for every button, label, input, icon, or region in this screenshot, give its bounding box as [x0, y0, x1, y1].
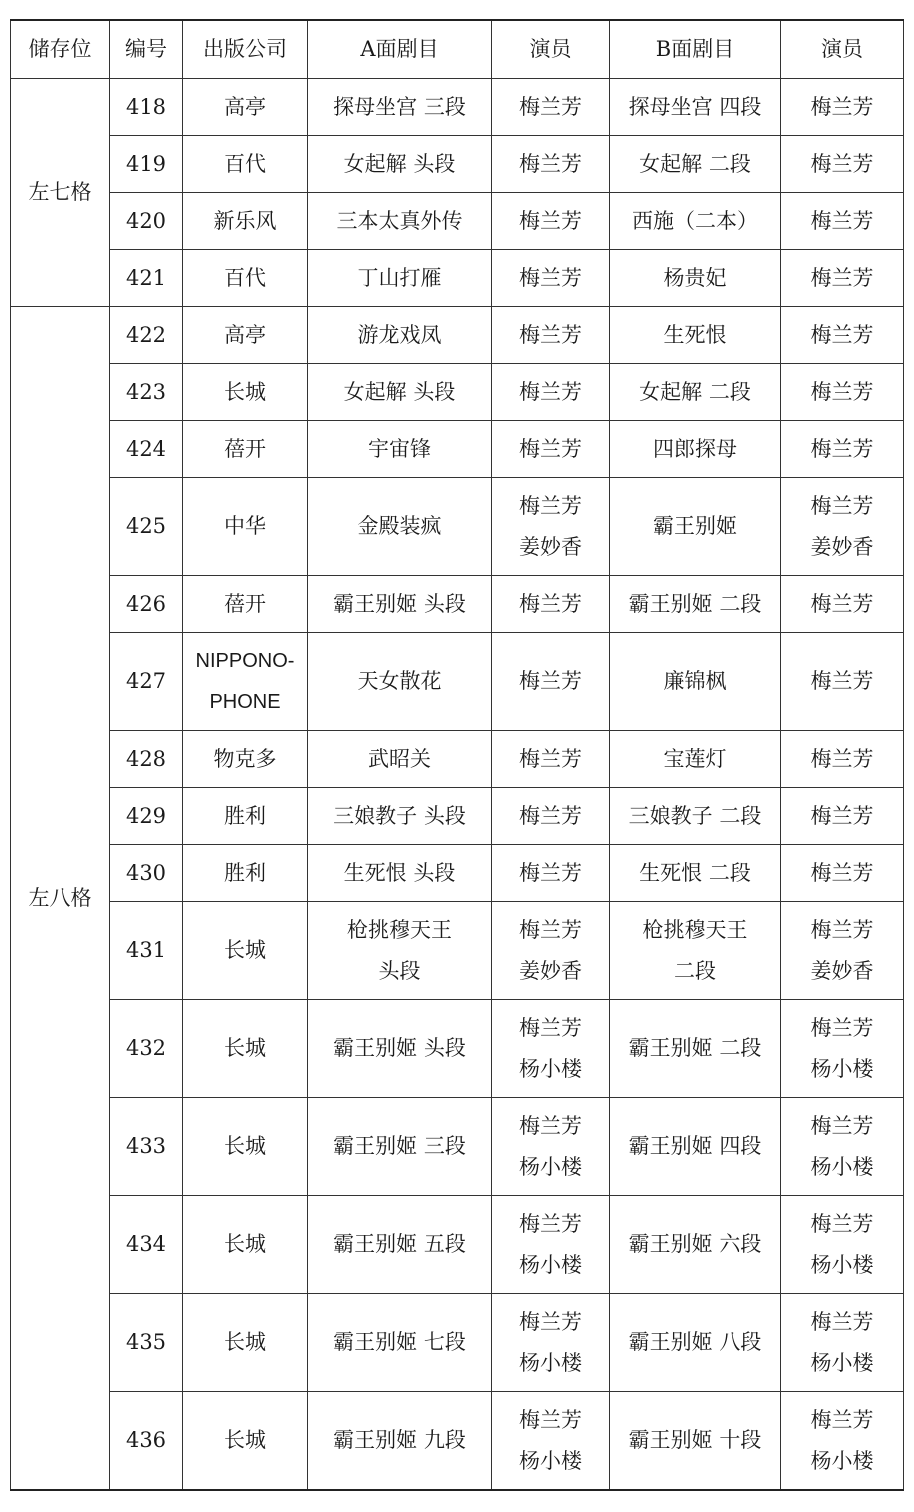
b-side-actor-cell	[781, 1294, 904, 1392]
b-side-actor-cell	[781, 845, 904, 902]
b-side-title-cell-line: 四郎探母	[653, 436, 737, 461]
a-side-title-cell-line: 女起解 头段	[343, 379, 456, 404]
a-side-title-cell	[308, 79, 492, 136]
b-side-actor-cell	[781, 193, 904, 250]
b-side-actor-cell-line: 杨小楼	[810, 1448, 874, 1473]
a-side-title-cell-line: 游龙戏凤	[357, 322, 442, 347]
publisher-cell-line: 新乐风	[213, 208, 277, 233]
a-side-actor-cell-line: 梅兰芳	[519, 1309, 582, 1334]
b-side-actor-cell-line: 梅兰芳	[810, 1407, 874, 1432]
b-side-actor-cell	[781, 136, 904, 193]
b-side-actor-cell	[781, 307, 904, 364]
a-side-title-cell-line: 霸王别姬 头段	[333, 1036, 466, 1060]
publisher-cell-line: NIPPONO-	[195, 649, 295, 672]
table-row	[11, 788, 904, 845]
b-side-title-cell-line: 霸王别姬 四段	[628, 1134, 762, 1158]
publisher-cell	[183, 731, 308, 788]
a-side-actor-cell	[492, 79, 610, 136]
a-side-actor-cell	[492, 1392, 610, 1491]
b-side-title-cell-line: 三娘教子 二段	[628, 803, 762, 828]
b-side-actor-cell-line: 梅兰芳	[810, 1309, 874, 1334]
b-side-actor-cell-line: 杨小楼	[810, 1252, 874, 1277]
record-catalog-table	[10, 19, 904, 1491]
b-side-actor-cell	[781, 478, 904, 576]
record-number-cell: 426	[110, 576, 183, 633]
b-side-title-cell	[610, 845, 781, 902]
table-row	[11, 478, 904, 576]
b-side-actor-cell	[781, 250, 904, 307]
b-side-actor-cell-line: 梅兰芳	[810, 917, 874, 942]
b-side-actor-cell	[781, 1392, 904, 1491]
a-side-title-cell-line: 霸王别姬 九段	[333, 1428, 466, 1452]
b-side-title-cell-line: 杨贵妃	[663, 265, 727, 290]
a-side-title-cell	[308, 1196, 492, 1294]
header-publisher: 出版公司	[183, 20, 308, 79]
b-side-title-cell	[610, 731, 781, 788]
publisher-cell	[183, 250, 308, 307]
a-side-actor-cell-line: 梅兰芳	[519, 436, 582, 461]
a-side-actor-cell	[492, 421, 610, 478]
record-number-cell: 419	[110, 136, 183, 193]
publisher-cell	[183, 845, 308, 902]
a-side-title-cell-line: 头段	[378, 958, 421, 983]
publisher-cell-line: 高亭	[224, 322, 266, 347]
a-side-title-cell-line: 女起解 头段	[343, 151, 456, 176]
a-side-actor-cell	[492, 1098, 610, 1196]
table-row	[11, 576, 904, 633]
b-side-title-cell-line: 生死恨	[663, 322, 727, 347]
table-row	[11, 845, 904, 902]
a-side-title-cell-line: 探母坐宫 三段	[333, 94, 466, 119]
a-side-actor-cell-line: 杨小楼	[519, 1350, 582, 1375]
a-side-actor-cell-line: 梅兰芳	[519, 208, 582, 233]
a-side-title-cell-line: 武昭关	[368, 746, 431, 771]
b-side-actor-cell	[781, 902, 904, 1000]
publisher-cell	[183, 1000, 308, 1098]
b-side-actor-cell-line: 梅兰芳	[810, 669, 874, 693]
b-side-title-cell-line: 女起解 二段	[639, 151, 751, 176]
a-side-title-cell	[308, 902, 492, 1000]
table-row	[11, 364, 904, 421]
record-number-cell: 423	[110, 364, 183, 421]
a-side-actor-cell-line: 姜妙香	[519, 958, 582, 983]
b-side-title-cell	[610, 193, 781, 250]
b-side-actor-cell-line: 梅兰芳	[810, 591, 874, 616]
b-side-title-cell	[610, 1196, 781, 1294]
publisher-cell-line: 长城	[224, 1428, 266, 1452]
a-side-actor-cell-line: 梅兰芳	[519, 265, 582, 290]
b-side-actor-cell-line: 梅兰芳	[810, 151, 874, 176]
b-side-title-cell	[610, 1294, 781, 1392]
record-number-cell: 420	[110, 193, 183, 250]
b-side-title-cell-line: 霸王别姬 八段	[628, 1330, 762, 1354]
publisher-cell	[183, 136, 308, 193]
a-side-actor-cell-line: 梅兰芳	[519, 1407, 582, 1432]
storage-location-cell: 左七格	[11, 79, 110, 307]
publisher-cell-line: 长城	[224, 379, 266, 404]
b-side-actor-cell-line: 梅兰芳	[810, 1211, 874, 1236]
a-side-actor-cell	[492, 307, 610, 364]
a-side-actor-cell	[492, 1000, 610, 1098]
header-b-side-actor: 演员	[781, 20, 904, 79]
a-side-title-cell-line: 霸王别姬 五段	[333, 1232, 466, 1256]
a-side-title-cell-line: 三娘教子 头段	[333, 803, 466, 828]
a-side-actor-cell-line: 姜妙香	[519, 534, 582, 559]
header-number: 编号	[110, 20, 183, 79]
table-row	[11, 250, 904, 307]
header-row	[11, 20, 904, 79]
a-side-actor-cell	[492, 845, 610, 902]
b-side-actor-cell-line: 梅兰芳	[810, 493, 874, 518]
a-side-title-cell-line: 枪挑穆天王	[347, 917, 452, 942]
header-a-side-title: A面剧目	[308, 20, 492, 79]
b-side-actor-cell-line: 梅兰芳	[810, 208, 874, 233]
a-side-title-cell	[308, 731, 492, 788]
a-side-actor-cell	[492, 478, 610, 576]
publisher-cell-line: 蓓开	[224, 591, 266, 616]
a-side-actor-cell-line: 梅兰芳	[519, 1015, 582, 1040]
table-row	[11, 193, 904, 250]
a-side-title-cell	[308, 788, 492, 845]
b-side-actor-cell-line: 梅兰芳	[810, 1015, 874, 1040]
table-header	[11, 20, 904, 79]
b-side-actor-cell-line: 杨小楼	[810, 1154, 874, 1179]
b-side-title-cell	[610, 576, 781, 633]
a-side-actor-cell-line: 杨小楼	[519, 1056, 582, 1081]
a-side-actor-cell	[492, 364, 610, 421]
a-side-title-cell-line: 三本太真外传	[336, 208, 463, 233]
a-side-title-cell	[308, 364, 492, 421]
a-side-title-cell	[308, 845, 492, 902]
header-a-side-actor: 演员	[492, 20, 610, 79]
record-number-cell: 433	[110, 1098, 183, 1196]
publisher-cell-line: 蓓开	[224, 436, 266, 461]
a-side-actor-cell-line: 杨小楼	[519, 1252, 582, 1277]
b-side-title-cell-line: 二段	[674, 958, 716, 983]
b-side-title-cell-line: 霸王别姬 二段	[628, 591, 762, 616]
a-side-actor-cell-line: 梅兰芳	[519, 860, 582, 885]
a-side-title-cell-line: 天女散花	[357, 669, 442, 693]
publisher-cell-line: 高亭	[224, 94, 266, 119]
b-side-actor-cell	[781, 421, 904, 478]
b-side-actor-cell	[781, 364, 904, 421]
publisher-cell	[183, 1196, 308, 1294]
b-side-actor-cell-line: 梅兰芳	[810, 860, 874, 885]
b-side-actor-cell-line: 梅兰芳	[810, 746, 874, 771]
table-row	[11, 731, 904, 788]
publisher-cell-line: 百代	[224, 265, 266, 290]
a-side-actor-cell	[492, 250, 610, 307]
record-number-cell: 427	[110, 633, 183, 731]
table-body	[11, 79, 904, 1491]
record-number-cell: 425	[110, 478, 183, 576]
b-side-title-cell	[610, 364, 781, 421]
b-side-title-cell-line: 女起解 二段	[639, 379, 751, 404]
b-side-actor-cell	[781, 731, 904, 788]
a-side-actor-cell-line: 梅兰芳	[519, 322, 582, 347]
a-side-actor-cell-line: 梅兰芳	[519, 746, 582, 771]
a-side-actor-cell	[492, 788, 610, 845]
publisher-cell	[183, 307, 308, 364]
record-number-cell: 424	[110, 421, 183, 478]
a-side-actor-cell-line: 杨小楼	[519, 1154, 582, 1179]
a-side-actor-cell-line: 梅兰芳	[519, 1211, 582, 1236]
b-side-title-cell-line: 枪挑穆天王	[642, 917, 748, 942]
table-row	[11, 633, 904, 731]
a-side-actor-cell-line: 梅兰芳	[519, 1113, 582, 1138]
b-side-title-cell-line: 宝莲灯	[663, 746, 727, 771]
publisher-cell	[183, 1098, 308, 1196]
publisher-cell-line: 长城	[224, 1134, 266, 1158]
a-side-actor-cell-line: 梅兰芳	[519, 591, 582, 616]
a-side-title-cell	[308, 136, 492, 193]
a-side-title-cell-line: 霸王别姬 头段	[333, 591, 466, 616]
table-row	[11, 79, 904, 136]
table-row	[11, 307, 904, 364]
record-number-cell: 432	[110, 1000, 183, 1098]
a-side-actor-cell	[492, 731, 610, 788]
b-side-title-cell	[610, 307, 781, 364]
b-side-actor-cell-line: 梅兰芳	[810, 379, 874, 404]
publisher-cell-line: 胜利	[224, 860, 266, 885]
publisher-cell-line: 物克多	[213, 746, 277, 771]
a-side-actor-cell	[492, 633, 610, 731]
a-side-title-cell	[308, 1000, 492, 1098]
b-side-actor-cell	[781, 79, 904, 136]
a-side-actor-cell	[492, 902, 610, 1000]
b-side-title-cell-line: 霸王别姬	[653, 514, 737, 538]
publisher-cell	[183, 364, 308, 421]
a-side-title-cell	[308, 193, 492, 250]
record-number-cell: 431	[110, 902, 183, 1000]
publisher-cell	[183, 193, 308, 250]
header-location: 储存位	[11, 20, 110, 79]
b-side-actor-cell	[781, 788, 904, 845]
a-side-actor-cell	[492, 136, 610, 193]
record-number-cell: 436	[110, 1392, 183, 1491]
record-number-cell: 428	[110, 731, 183, 788]
a-side-actor-cell	[492, 1294, 610, 1392]
b-side-title-cell-line: 廉锦枫	[663, 669, 727, 693]
a-side-title-cell-line: 生死恨 头段	[343, 860, 456, 885]
b-side-title-cell	[610, 1098, 781, 1196]
publisher-cell	[183, 1294, 308, 1392]
b-side-actor-cell	[781, 1196, 904, 1294]
b-side-actor-cell	[781, 1000, 904, 1098]
b-side-title-cell-line: 生死恨 二段	[639, 860, 751, 885]
a-side-actor-cell-line: 梅兰芳	[519, 803, 582, 828]
publisher-cell-line: 中华	[224, 514, 266, 538]
a-side-actor-cell-line: 梅兰芳	[519, 669, 582, 693]
publisher-cell-line: PHONE	[209, 690, 281, 713]
record-catalog-sheet	[10, 19, 903, 1491]
publisher-cell-line: 长城	[224, 1330, 266, 1354]
table-row	[11, 421, 904, 478]
a-side-actor-cell-line: 梅兰芳	[519, 379, 582, 404]
table-row	[11, 1294, 904, 1392]
record-number-cell: 435	[110, 1294, 183, 1392]
b-side-actor-cell-line: 梅兰芳	[810, 265, 874, 290]
b-side-actor-cell-line: 梅兰芳	[810, 322, 874, 347]
publisher-cell	[183, 902, 308, 1000]
header-b-side-title: B面剧目	[610, 20, 781, 79]
a-side-actor-cell	[492, 1196, 610, 1294]
b-side-title-cell	[610, 250, 781, 307]
a-side-actor-cell	[492, 193, 610, 250]
table-row	[11, 902, 904, 1000]
a-side-title-cell	[308, 421, 492, 478]
table-row	[11, 1196, 904, 1294]
b-side-title-cell	[610, 902, 781, 1000]
b-side-title-cell	[610, 1392, 781, 1491]
publisher-cell	[183, 1392, 308, 1491]
b-side-actor-cell-line: 杨小楼	[810, 1350, 874, 1375]
publisher-cell-line: 长城	[224, 938, 266, 962]
b-side-title-cell-line: 霸王别姬 二段	[628, 1036, 762, 1060]
b-side-title-cell	[610, 633, 781, 731]
b-side-actor-cell-line: 梅兰芳	[810, 94, 874, 119]
publisher-cell-line: 胜利	[224, 803, 266, 828]
a-side-title-cell	[308, 1098, 492, 1196]
b-side-actor-cell-line: 梅兰芳	[810, 1113, 874, 1138]
b-side-title-cell	[610, 788, 781, 845]
a-side-actor-cell-line: 梅兰芳	[519, 917, 582, 942]
a-side-actor-cell-line: 梅兰芳	[519, 151, 582, 176]
b-side-title-cell	[610, 136, 781, 193]
b-side-title-cell-line: 探母坐宫 四段	[628, 94, 762, 119]
publisher-cell-line: 长城	[224, 1036, 266, 1060]
record-number-cell: 429	[110, 788, 183, 845]
a-side-actor-cell-line: 梅兰芳	[519, 493, 582, 518]
storage-location-cell: 左八格	[11, 307, 110, 1491]
a-side-actor-cell-line: 杨小楼	[519, 1448, 582, 1473]
a-side-title-cell	[308, 307, 492, 364]
a-side-title-cell-line: 金殿装疯	[357, 514, 442, 538]
a-side-title-cell-line: 霸王别姬 三段	[333, 1134, 466, 1158]
table-row	[11, 136, 904, 193]
b-side-title-cell	[610, 421, 781, 478]
b-side-title-cell	[610, 478, 781, 576]
a-side-title-cell	[308, 576, 492, 633]
a-side-title-cell-line: 丁山打雁	[357, 265, 442, 290]
a-side-actor-cell-line: 梅兰芳	[519, 94, 582, 119]
a-side-title-cell	[308, 1294, 492, 1392]
table-row	[11, 1000, 904, 1098]
publisher-cell	[183, 576, 308, 633]
b-side-title-cell-line: 西施（二本）	[632, 208, 758, 233]
b-side-actor-cell-line: 姜妙香	[810, 534, 874, 559]
record-number-cell: 422	[110, 307, 183, 364]
a-side-actor-cell	[492, 576, 610, 633]
a-side-title-cell	[308, 633, 492, 731]
publisher-cell-line: 长城	[224, 1232, 266, 1256]
a-side-title-cell	[308, 1392, 492, 1491]
b-side-title-cell-line: 霸王别姬 十段	[628, 1428, 762, 1452]
table-row	[11, 1392, 904, 1491]
b-side-actor-cell-line: 杨小楼	[810, 1056, 874, 1081]
a-side-title-cell-line: 霸王别姬 七段	[333, 1330, 466, 1354]
a-side-title-cell	[308, 478, 492, 576]
b-side-actor-cell	[781, 576, 904, 633]
record-number-cell: 434	[110, 1196, 183, 1294]
b-side-actor-cell-line: 梅兰芳	[810, 436, 874, 461]
table-row	[11, 1098, 904, 1196]
publisher-cell-line: 百代	[224, 151, 266, 176]
publisher-cell	[183, 478, 308, 576]
b-side-title-cell	[610, 1000, 781, 1098]
a-side-title-cell-line: 宇宙锋	[368, 436, 431, 461]
b-side-title-cell-line: 霸王别姬 六段	[628, 1232, 762, 1256]
a-side-title-cell	[308, 250, 492, 307]
b-side-title-cell	[610, 79, 781, 136]
publisher-cell	[183, 421, 308, 478]
publisher-cell	[183, 79, 308, 136]
publisher-cell	[183, 788, 308, 845]
record-number-cell: 430	[110, 845, 183, 902]
publisher-cell	[183, 633, 308, 731]
record-number-cell: 421	[110, 250, 183, 307]
b-side-actor-cell-line: 梅兰芳	[810, 803, 874, 828]
b-side-actor-cell-line: 姜妙香	[810, 958, 874, 983]
b-side-actor-cell	[781, 1098, 904, 1196]
b-side-actor-cell	[781, 633, 904, 731]
record-number-cell: 418	[110, 79, 183, 136]
